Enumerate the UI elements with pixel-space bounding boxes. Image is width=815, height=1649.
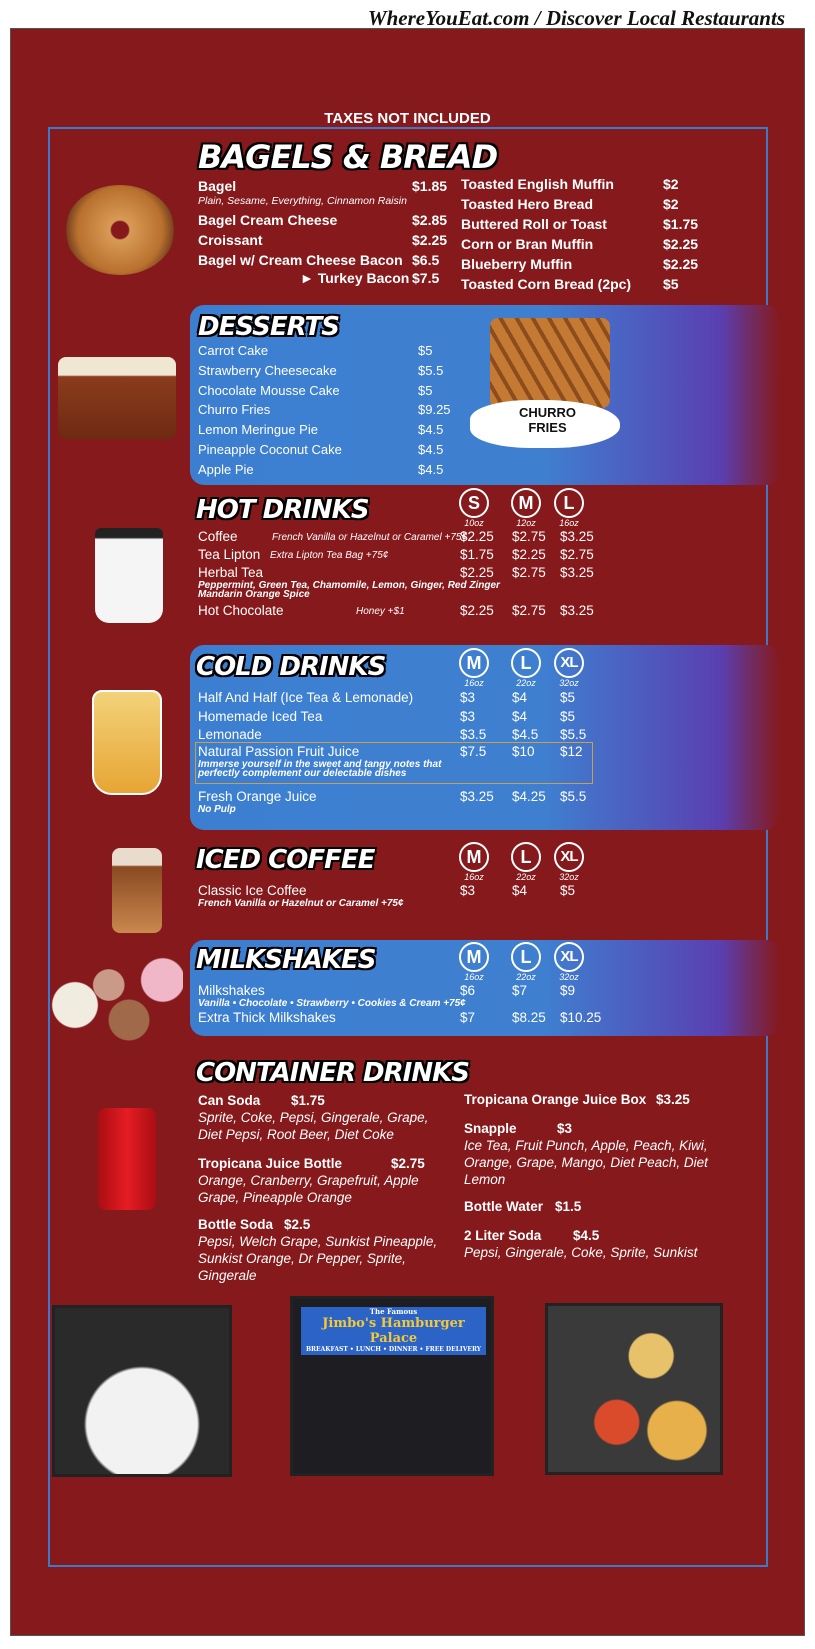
menu-item-price: $6 — [460, 983, 476, 998]
menu-item-price: $4.5 — [418, 461, 444, 477]
menu-item-price: $3.25 — [560, 603, 594, 618]
size-oz: 12oz — [516, 518, 536, 528]
menu-item-name: Hot Chocolate — [198, 603, 284, 618]
menu-item-name: Toasted English Muffin — [461, 176, 614, 192]
menu-item-name: Strawberry Cheesecake — [198, 362, 337, 378]
size-oz: 32oz — [559, 872, 579, 882]
menu-item-note: No Pulp — [198, 804, 236, 815]
menu-item-name: Bagel — [198, 178, 237, 194]
size-label: M — [459, 648, 489, 678]
menu-item-price: $12 — [560, 744, 583, 759]
menu-item-price: $5 — [560, 883, 576, 898]
menu-item-note: French Vanilla or Hazelnut or Caramel +75¢ — [272, 532, 468, 543]
menu-item-desc: Sprite, Coke, Pepsi, Gingerale, Grape, Diet Pepsi, Root Beer, Diet Coke — [198, 1110, 429, 1142]
size-oz: 22oz — [516, 678, 536, 688]
menu-item-name: Can Soda — [198, 1093, 261, 1108]
menu-item-price: $7 — [460, 1010, 476, 1025]
menu-item-name: Bagel Cream Cheese — [198, 212, 338, 228]
size-oz: 32oz — [559, 678, 579, 688]
menu-item-note: Extra Lipton Tea Bag +75¢ — [270, 550, 389, 561]
menu-item-price: $2.25 — [412, 232, 448, 248]
size-oz: 16oz — [559, 518, 579, 528]
menu-item-desc: Ice Tea, Fruit Punch, Apple, Peach, Kiwi, Orange, Grape, Mango, Diet Peach, Diet Lemon — [464, 1138, 708, 1187]
menu-item-name: Bottle Water — [464, 1199, 544, 1214]
menu-item-name: Toasted Corn Bread (2pc) — [461, 276, 632, 292]
size-label: L — [554, 488, 584, 518]
menu-item-price: $2.75 — [512, 529, 546, 544]
menu-item-price: $4.5 — [418, 422, 444, 438]
size-l-icon — [506, 942, 546, 982]
section-title-container-drinks: CONTAINER DRINKS — [196, 1058, 469, 1088]
store-sign — [301, 1307, 486, 1355]
menu-item-price: $10.25 — [560, 1010, 602, 1025]
menu-item-name: Fresh Orange Juice — [198, 789, 317, 804]
menu-item-price: $2.75 — [391, 1156, 425, 1171]
menu-item-note: French Vanilla or Hazelnut or Caramel +75¢ — [198, 898, 404, 909]
menu-item-price: $2.25 — [512, 547, 546, 562]
size-s-icon — [454, 488, 494, 528]
size-label: L — [511, 942, 541, 972]
menu-item-price: $7.5 — [460, 744, 487, 759]
menu-item-price: $2.75 — [512, 565, 546, 580]
menu-item-name: Lemonade — [198, 727, 262, 742]
menu-item-price: $5.5 — [560, 727, 587, 742]
menu-item-price: $2.25 — [663, 236, 699, 252]
section-title-cold-drinks: COLD DRINKS — [196, 652, 386, 682]
menu-item-note: Immerse yourself in the sweet and tangy notes that — [198, 759, 442, 770]
menu-item-price: $2.25 — [460, 565, 494, 580]
size-l-icon — [506, 842, 546, 882]
menu-item-price: $2.25 — [460, 603, 494, 618]
menu-item-price: $1.75 — [663, 216, 699, 232]
menu-item-note: perfectly complement our delectable dishes — [198, 768, 407, 779]
churro-badge-label: CHURRO FRIES — [518, 405, 577, 435]
menu-item-desc: Pepsi, Gingerale, Coke, Sprite, Sunkist — [464, 1245, 698, 1260]
size-label: M — [511, 488, 541, 518]
size-label: L — [511, 648, 541, 678]
storefront-photo — [290, 1296, 494, 1476]
site-banner: WhereYouEat.com / Discover Local Restaurants — [367, 6, 785, 30]
menu-item-name: Toasted Hero Bread — [461, 196, 593, 212]
store-sign-name: Jimbo's Hamburger Palace — [322, 1316, 465, 1346]
menu-item-price: $3 — [460, 690, 476, 705]
menu-item-name: Corn or Bran Muffin — [461, 236, 594, 252]
menu-item-price: $5 — [560, 690, 576, 705]
menu-item-name: Half And Half (Ice Tea & Lemonade) — [198, 690, 414, 705]
menu-item-price: $4.25 — [512, 789, 546, 804]
menu-item-name: Carrot Cake — [198, 343, 269, 358]
menu-item-price: $2.25 — [460, 529, 494, 544]
menu-item-price: $3.25 — [460, 789, 494, 804]
taxes-note: TAXES NOT INCLUDED — [324, 110, 491, 127]
size-label: XL — [554, 648, 584, 678]
menu-item-price: $4.5 — [512, 727, 539, 742]
bagel-image — [65, 185, 175, 275]
menu-item-price: $4 — [512, 690, 528, 705]
size-oz: 10oz — [464, 518, 484, 528]
churro-fries-image — [490, 318, 610, 408]
menu-item-price: $4 — [512, 883, 528, 898]
store-sign-tag: BREAKFAST • LUNCH • DINNER • FREE DELIVERY — [305, 1346, 482, 1353]
size-m-icon — [506, 488, 546, 528]
menu-item-price: $3.25 — [560, 529, 594, 544]
section-title-desserts: DESSERTS — [198, 312, 339, 342]
menu-item-name: Classic Ice Coffee — [198, 883, 307, 898]
menu-item-name: Coffee — [198, 529, 238, 544]
section-title-bagels: BAGELS & BREAD — [198, 138, 498, 176]
menu-item-price: $1.5 — [555, 1199, 582, 1214]
menu-item-name: Bagel w/ Cream Cheese Bacon — [198, 252, 403, 268]
menu-item-name: Chocolate Mousse Cake — [198, 382, 340, 398]
menu-item-name: 2 Liter Soda — [464, 1228, 542, 1243]
menu-item-price: $1.75 — [291, 1093, 325, 1108]
menu-item-price: $2 — [663, 176, 679, 192]
size-oz: 16oz — [464, 972, 484, 982]
menu-item-name: Homemade Iced Tea — [198, 709, 323, 724]
sandwich-photo — [52, 1305, 232, 1477]
menu-item-name: Churro Fries — [198, 402, 271, 418]
menu-item-name: Lemon Meringue Pie — [198, 422, 318, 438]
size-l-icon — [506, 648, 546, 688]
menu-item-price: $3.25 — [560, 565, 594, 580]
menu-item-price: $8.25 — [512, 1010, 546, 1025]
menu-item-price: $4.5 — [573, 1228, 600, 1243]
carrot-cake-image — [58, 357, 176, 439]
menu-item-price: $2 — [663, 196, 679, 212]
menu-item-name: Tropicana Juice Bottle — [198, 1156, 343, 1171]
menu-item-price: $2.75 — [560, 547, 594, 562]
menu-item-price: $10 — [512, 744, 535, 759]
menu-item-name: Extra Thick Milkshakes — [198, 1010, 336, 1025]
menu-item-note: Mandarin Orange Spice — [198, 589, 310, 600]
size-label: M — [459, 842, 489, 872]
size-l-icon — [549, 488, 589, 528]
menu-item-name: ► Turkey Bacon — [300, 270, 410, 286]
menu-item-price: $2.5 — [284, 1217, 311, 1232]
menu-item-price: $3.5 — [460, 727, 487, 742]
size-m-icon — [454, 648, 494, 688]
size-oz: 22oz — [516, 872, 536, 882]
menu-item-name: Blueberry Muffin — [461, 256, 573, 272]
menu-item-note: Vanilla • Chocolate • Strawberry • Cookies & Cream +75¢ — [198, 998, 466, 1009]
menu-item-price: $1.85 — [412, 178, 448, 194]
food-counter-photo — [545, 1303, 723, 1475]
menu-item-name: Herbal Tea — [198, 565, 264, 580]
menu-item-desc: Pepsi, Welch Grape, Sunkist Pineapple, Sunkist Orange, Dr Pepper, Sprite, Gingerale — [198, 1234, 438, 1283]
menu-item-price: $2.85 — [412, 212, 448, 228]
menu-item-price: $7.5 — [412, 270, 440, 286]
coffee-cup-image — [95, 528, 163, 623]
milkshakes-image — [48, 945, 183, 1045]
size-label: XL — [554, 842, 584, 872]
size-oz: 32oz — [559, 972, 579, 982]
menu-item-name: Apple Pie — [198, 461, 254, 477]
size-oz: 16oz — [464, 678, 484, 688]
size-label: L — [511, 842, 541, 872]
menu-item-price: $3 — [460, 709, 476, 724]
menu-item-desc: Orange, Cranberry, Grapefruit, Apple Grape, Pineapple Orange — [198, 1173, 419, 1205]
menu-item-price: $5 — [418, 343, 433, 358]
iced-coffee-image — [112, 848, 162, 933]
size-label: M — [459, 942, 489, 972]
menu-item-name: Tropicana Orange Juice Box — [464, 1092, 647, 1107]
size-oz: 22oz — [516, 972, 536, 982]
menu-item-name: Bottle Soda — [198, 1217, 274, 1232]
section-title-hot-drinks: HOT DRINKS — [196, 495, 369, 525]
menu-item-price: $5 — [560, 709, 576, 724]
menu-item-name: Milkshakes — [198, 983, 265, 998]
menu-item-price: $2.25 — [663, 256, 699, 272]
menu-item-price: $6.5 — [412, 252, 440, 268]
size-label: S — [459, 488, 489, 518]
menu-item-price: $3 — [460, 883, 476, 898]
menu-item-price: $5 — [663, 276, 679, 292]
menu-item-price: $4.5 — [418, 442, 444, 457]
menu-item-price: $9 — [560, 983, 576, 998]
menu-item-price: $3 — [557, 1121, 573, 1136]
menu-item-price: $4 — [512, 709, 528, 724]
size-label: XL — [554, 942, 584, 972]
size-oz: 16oz — [464, 872, 484, 882]
menu-item-name: Tea Lipton — [198, 547, 261, 562]
menu-item-name: Natural Passion Fruit Juice — [198, 744, 360, 759]
coke-can-image — [98, 1108, 156, 1210]
menu-item-name: Snapple — [464, 1121, 517, 1136]
size-m-icon — [454, 842, 494, 882]
juice-cup-image — [92, 690, 162, 795]
menu-item-name: Pineapple Coconut Cake — [198, 442, 342, 457]
menu-item-price: $7 — [512, 983, 528, 998]
section-title-milkshakes: MILKSHAKES — [196, 945, 376, 975]
menu-item-note: Peppermint, Green Tea, Chamomile, Lemon, Ginger, Red Zinger — [198, 580, 500, 591]
menu-item-price: $5.5 — [418, 362, 444, 378]
menu-item-price: $5.5 — [560, 789, 587, 804]
size-xl-icon — [549, 942, 589, 982]
size-xl-icon — [549, 842, 589, 882]
menu-item-price: $9.25 — [418, 402, 451, 418]
menu-item-price: $1.75 — [460, 547, 494, 562]
size-xl-icon — [549, 648, 589, 688]
menu-item-price: $2.75 — [512, 603, 546, 618]
section-title-iced-coffee: ICED COFFEE — [196, 845, 375, 875]
size-m-icon — [454, 942, 494, 982]
menu-item-note: Honey +$1 — [356, 606, 405, 617]
menu-item-name: Croissant — [198, 232, 263, 248]
menu-item-price: $5 — [418, 382, 433, 398]
store-sign-small: The Famous — [369, 1307, 418, 1316]
menu-item-name: Buttered Roll or Toast — [461, 216, 607, 232]
menu-item-price: $3.25 — [656, 1092, 690, 1107]
menu-item-desc: Plain, Sesame, Everything, Cinnamon Raisin — [198, 195, 407, 207]
